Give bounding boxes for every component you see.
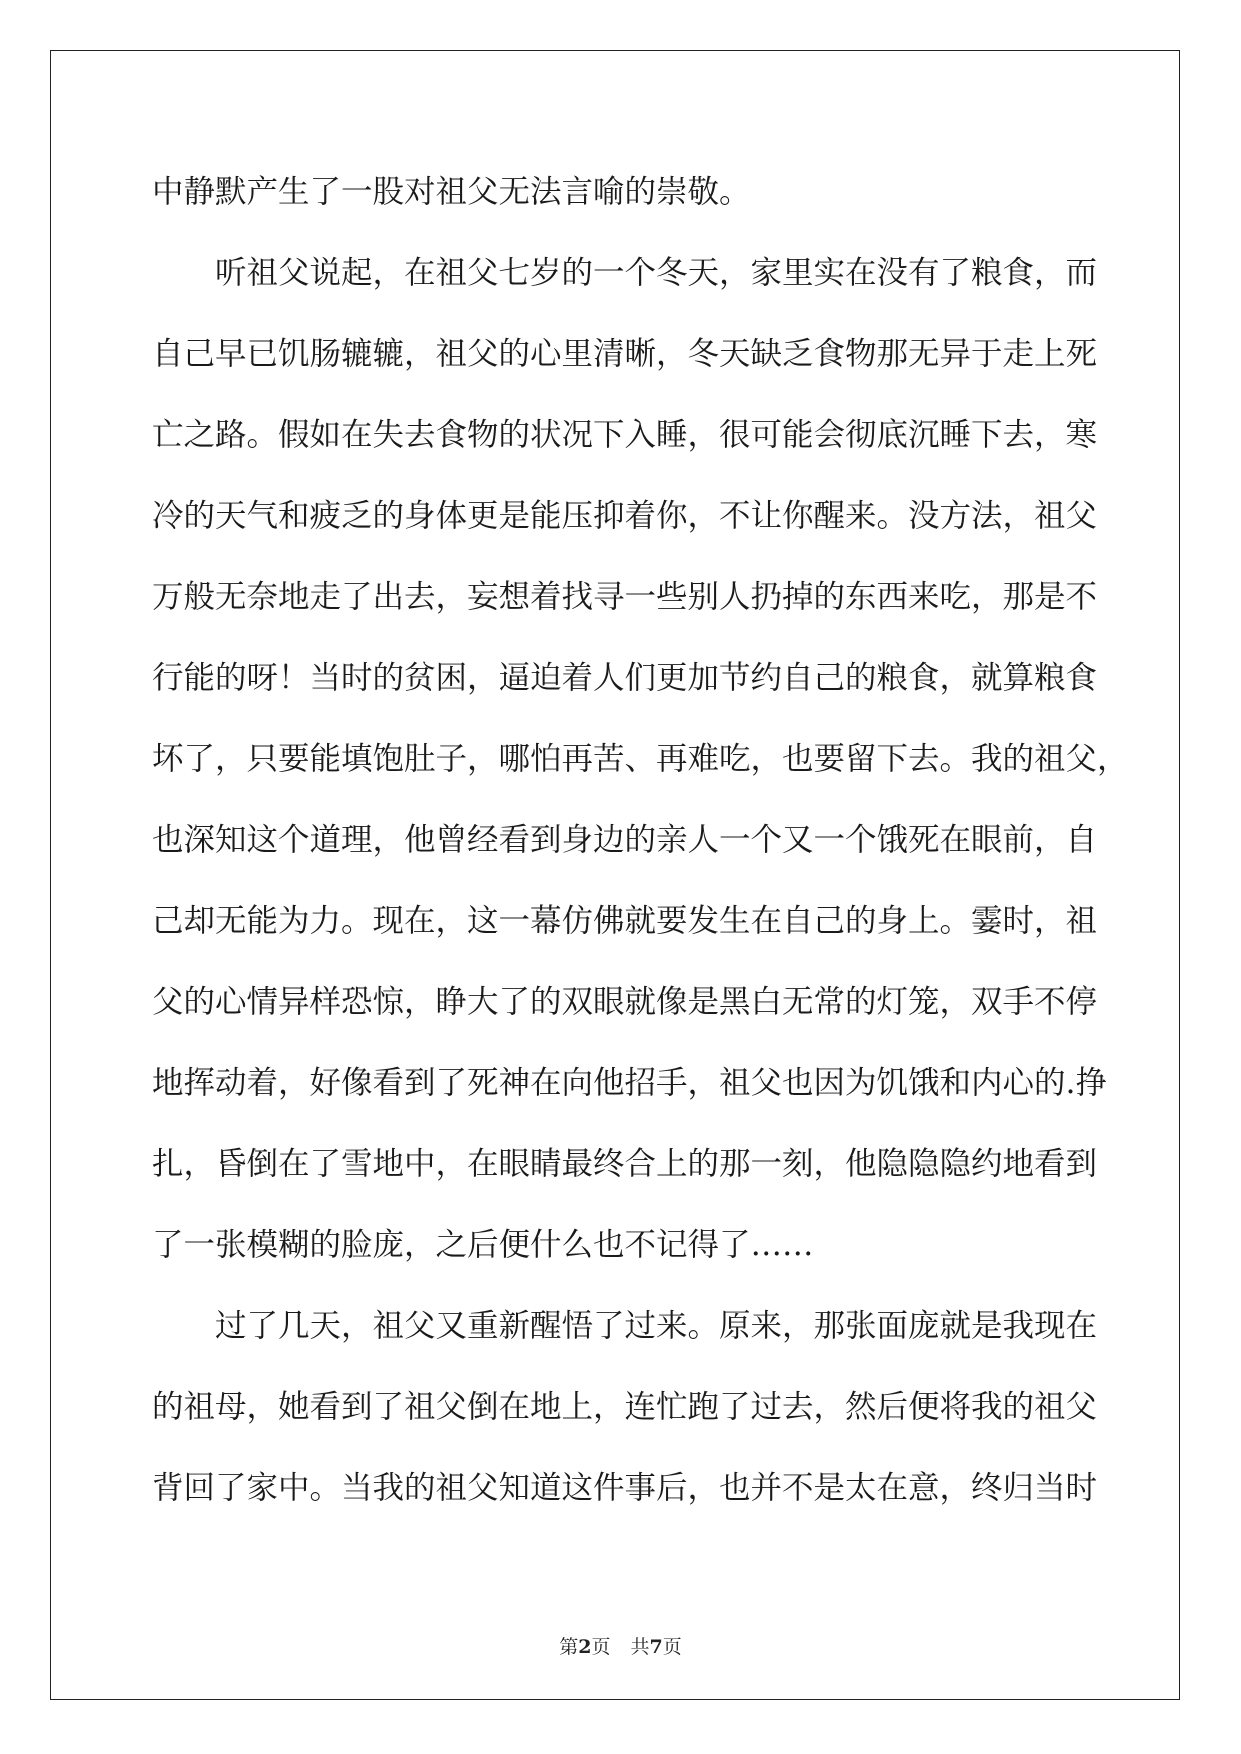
total-pages: 7 <box>649 1636 663 1658</box>
text-line: 扎，昏倒在了雪地中，在眼睛最终合上的那一刻，他隐隐隐约地看到 <box>152 1146 1098 1182</box>
text-line: 也深知这个道理，他曾经看到身边的亲人一个又一个饿死在眼前，自 <box>152 822 1098 858</box>
text-line: 听祖父说起，在祖父七岁的一个冬天，家里实在没有了粮食，而 <box>215 255 1098 291</box>
text-line: 背回了家中。当我的祖父知道这件事后，也并不是太在意，终归当时 <box>152 1470 1098 1506</box>
text-line: 亡之路。假如在失去食物的状况下入睡，很可能会彻底沉睡下去，寒 <box>152 417 1098 453</box>
text-line: 中静默产生了一股对祖父无法言喻的崇敬。 <box>152 174 751 210</box>
text-line: 的祖母，她看到了祖父倒在地上，连忙跑了过去，然后便将我的祖父 <box>152 1389 1098 1425</box>
total-suffix: 页 <box>662 1636 682 1658</box>
total-prefix: 共 <box>630 1636 650 1658</box>
page-suffix: 页 <box>591 1636 611 1658</box>
document-body <box>152 152 1129 1529</box>
text-line: 地挥动着，好像看到了死神在向他招手，祖父也因为饥饿和内心的.挣 <box>152 1065 1108 1101</box>
text-line: 自己早已饥肠辘辘，祖父的心里清晰，冬天缺乏食物那无异于走上死 <box>152 336 1098 372</box>
page-footer <box>0 1632 1241 1659</box>
text-line: 了一张模糊的脸庞，之后便什么也不记得了…… <box>152 1227 814 1263</box>
text-line: 坏了，只要能填饱肚子，哪怕再苦、再难吃，也要留下去。我的祖父， <box>152 741 1129 777</box>
text-line: 己却无能为力。现在，这一幕仿佛就要发生在自己的身上。霎时，祖 <box>152 903 1098 939</box>
page-number: 2 <box>578 1636 592 1658</box>
text-line: 父的心情异样恐惊，睁大了的双眼就像是黑白无常的灯笼，双手不停 <box>152 984 1098 1020</box>
text-line: 冷的天气和疲乏的身体更是能压抑着你，不让你醒来。没方法，祖父 <box>152 498 1098 534</box>
page-prefix: 第 <box>559 1636 579 1658</box>
text-line: 万般无奈地走了出去，妄想着找寻一些别人扔掉的东西来吃，那是不 <box>152 579 1098 615</box>
text-line: 过了几天，祖父又重新醒悟了过来。原来，那张面庞就是我现在 <box>215 1308 1098 1344</box>
text-line: 行能的呀！当时的贫困，逼迫着人们更加节约自己的粮食，就算粮食 <box>152 660 1098 696</box>
